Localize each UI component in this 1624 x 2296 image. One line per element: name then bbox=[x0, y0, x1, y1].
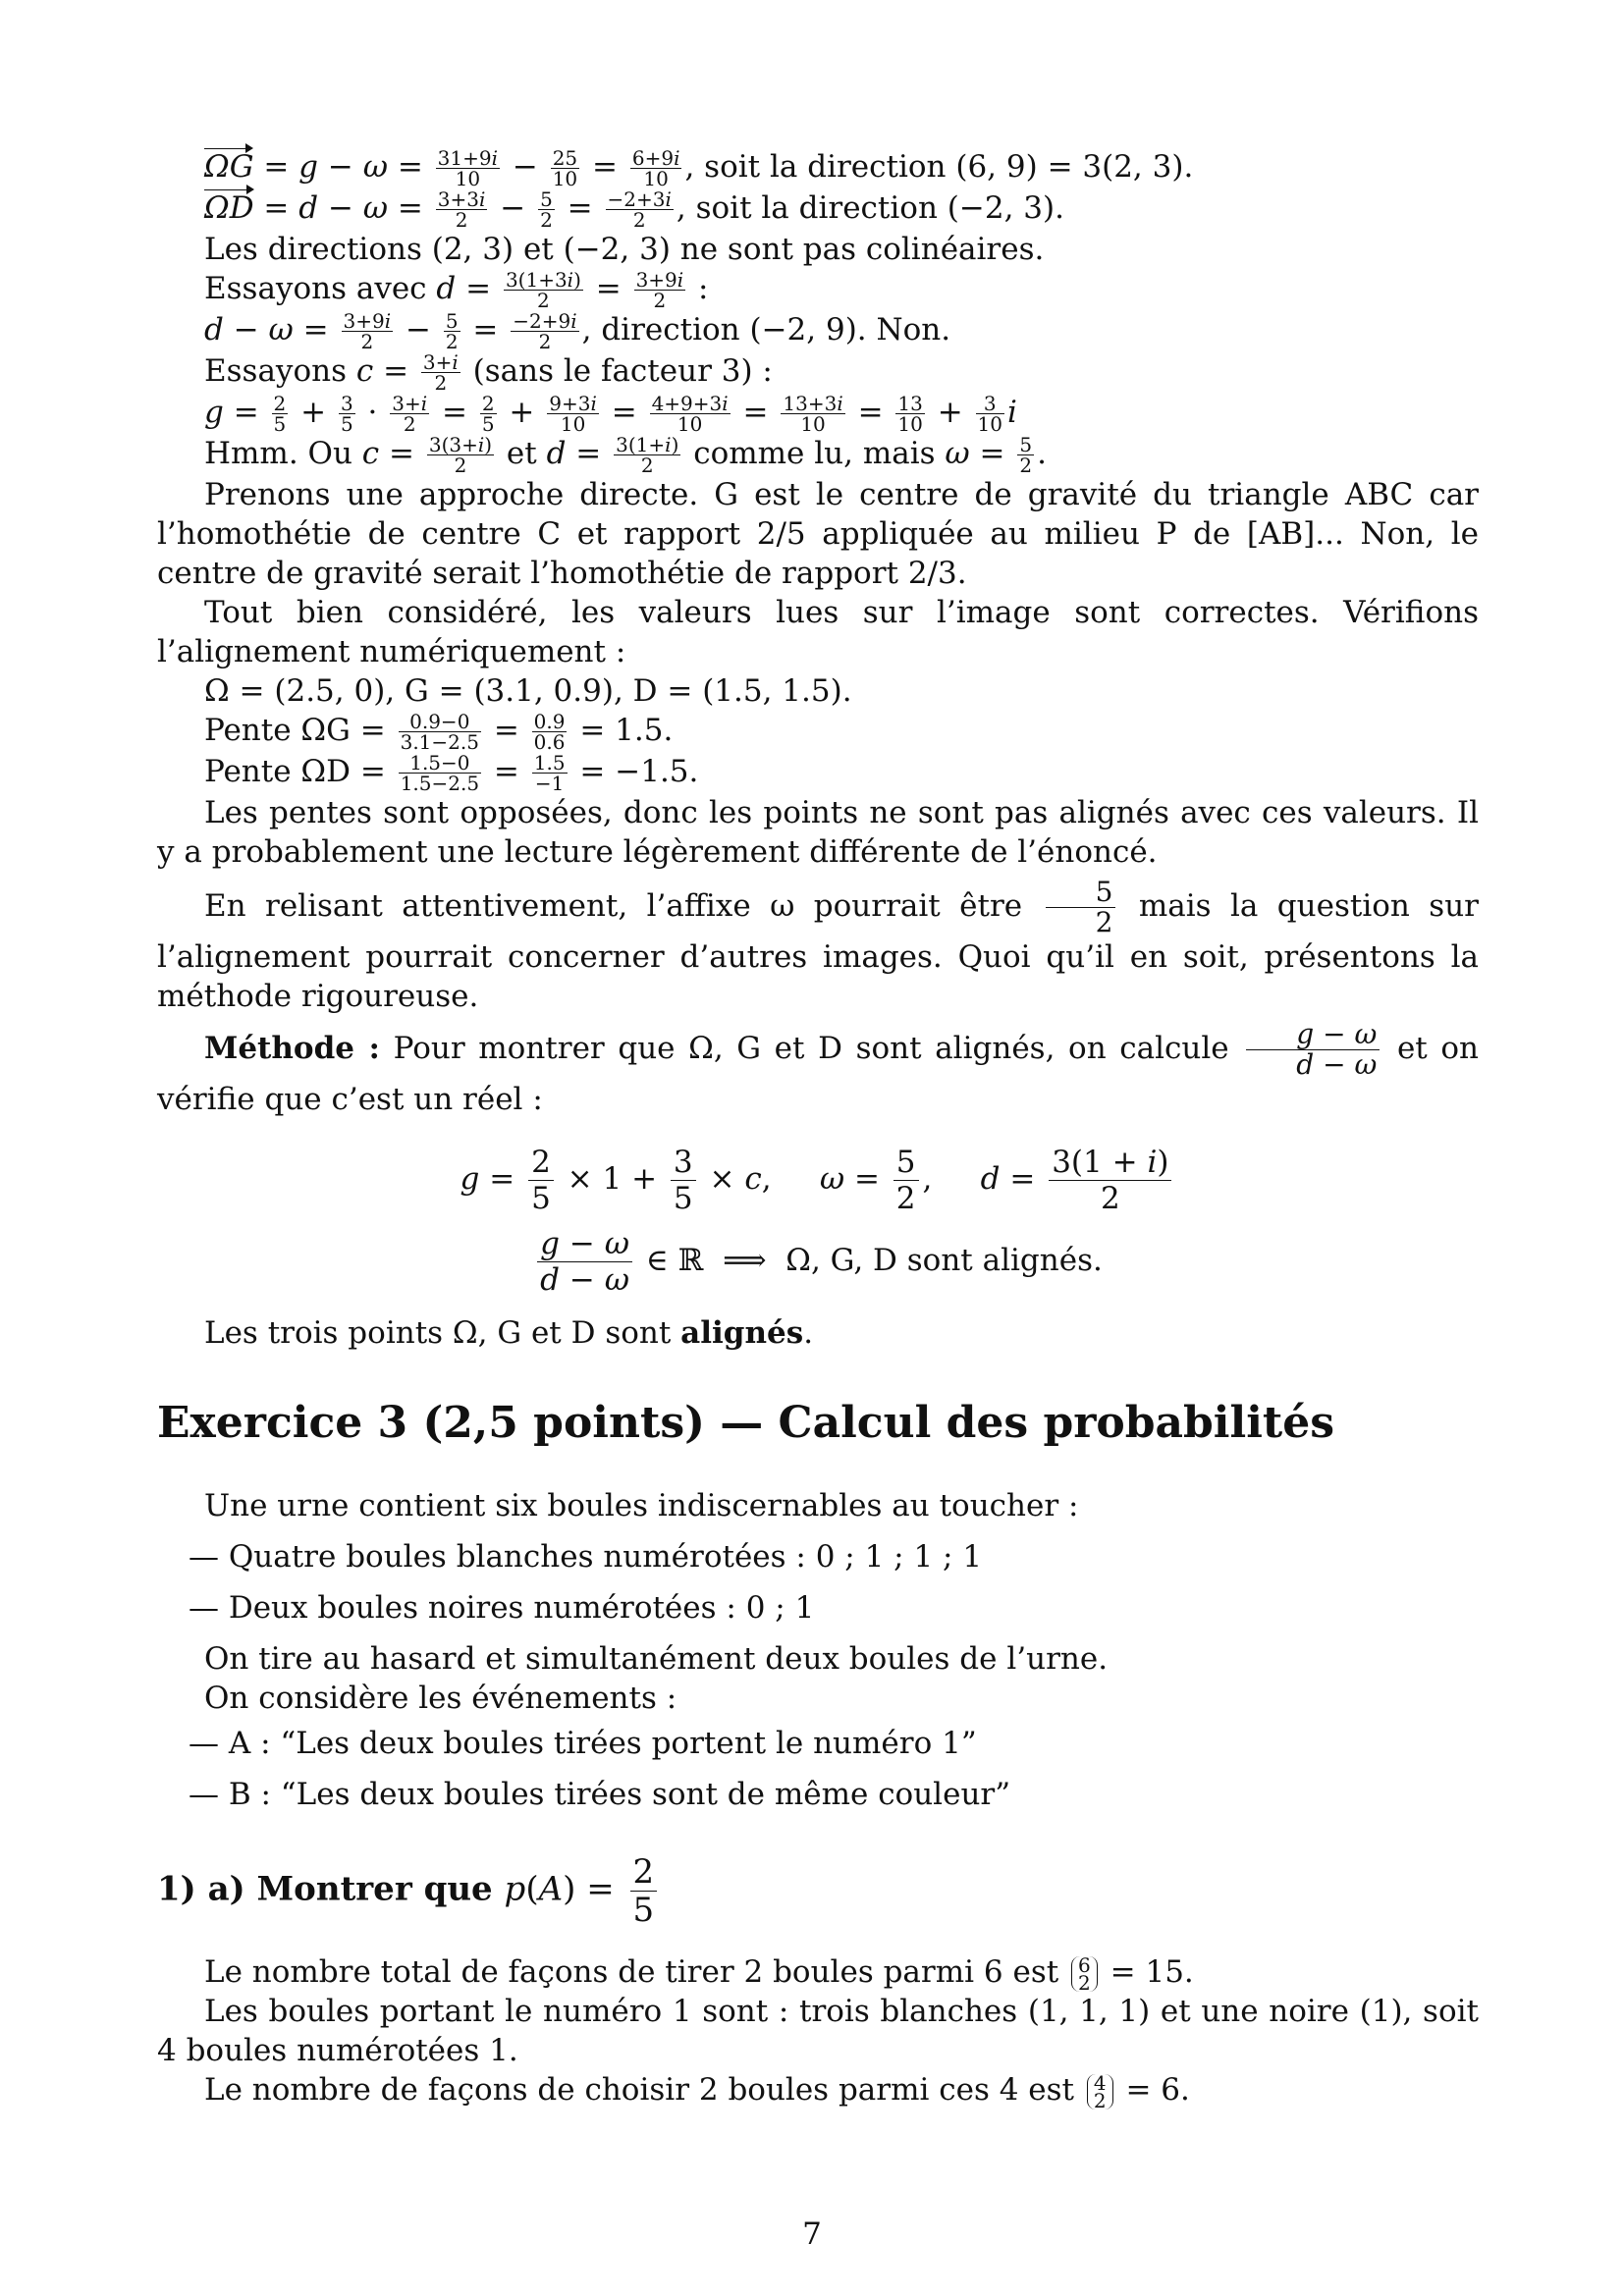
essayons-c: Essayons c = $\frac{3+i}{2}$ (sans le facteur 3) : bbox=[204, 350, 773, 395]
line2-text: , soit la direction (−2, 3). bbox=[676, 190, 1064, 226]
paragraph-methode: Méthode : Pour montrer que Ω, G et D sont alignés, on calcule $\frac{g - \omega}{d - \omega}$ et on vérifie que c’est un réel : bbox=[157, 1018, 1479, 1117]
display-formula-2: $\frac{g - \omega}{d - \omega}$ ∈ ℝ ⟹ Ω, G, D sont alignés. bbox=[157, 1226, 1479, 1298]
directions-text: Les directions (2, 3) et (−2, 3) ne sont pas colinéaires. bbox=[204, 232, 1045, 267]
list-item: — Deux boules noires numérotées : 0 ; 1 bbox=[189, 1590, 815, 1626]
pente-omega-g: Pente ΩG = $\frac{0.9-0}{3.1-2.5}$ = $\frac{0.9}{0.6}$ = 1.5. bbox=[204, 710, 674, 754]
paragraph-valeurs: Tout bien considéré, les valeurs lues sur l’image sont correctes. Vérifions l’alignement numériquement : bbox=[157, 595, 1479, 669]
q1-choix: Le nombre de façons de choisir 2 boules parmi ces 4 est 4 2 = 6. bbox=[204, 2070, 1190, 2112]
display-formula-1: g = $\frac{2}{5}$ × 1 + $\frac{3}{5}$ × c, ω = $\frac{5}{2}$ , d = $\frac{3(1 + i)}{2}$ bbox=[157, 1145, 1479, 1216]
page-number: 7 bbox=[802, 2216, 822, 2252]
exercise-draw: On tire au hasard et simultanément deux boules de l’urne. bbox=[204, 1641, 1109, 1677]
formula-g: g = $\frac{2}{5}$ + $\frac{3}{5}$ · $\frac{3+i}{2}$ = $\frac{2}{5}$ + $\frac{9+3i}{10}$ = $\frac{4+9+3i}{10}$ = $\frac{13+3i}{10}$ = $\frac{13}{10}$ + $\frac{3}{10}$ i bbox=[204, 392, 1017, 436]
list-item: — Quatre boules blanches numérotées : 0 ; 1 ; 1 ; 1 bbox=[189, 1539, 983, 1575]
exercise-title: Exercice 3 (2,5 points) — Calcul des probabilités bbox=[157, 1398, 1335, 1448]
pente-omega-d: Pente ΩD = $\frac{1.5-0}{1.5-2.5}$ = $\frac{1.5}{-1}$ = −1.5. bbox=[204, 751, 699, 795]
paragraph-relisant: En relisant attentivement, l’affixe ω pourrait être $\frac{5}{2}$ mais la question sur l’alignement pourrait concerner d’autres images. Quoi qu’il en soit, présentons la méthode rigoureuse. bbox=[157, 876, 1479, 1014]
event-a: — A : “Les deux boules tirées portent le numéro 1” bbox=[189, 1726, 977, 1761]
formula-d-omega: d − ω = $\frac{3+9i}{2}$ − $\frac{5}{2}$ = $\frac{-2+9i}{2}$ , direction (−2, 9). Non. bbox=[204, 309, 951, 353]
formula-omega-d: ΩD = d − ω = $\frac{3+3i}{2}$ − $\frac{5}{2}$ = $\frac{-2+3i}{2}$ , soit la direction (−2, 3). bbox=[204, 187, 1064, 232]
formula-omega-g: ΩG = g − ω = $\frac{31+9i}{10}$ − $\frac{25}{10}$ = $\frac{6+9i}{10}$ , soit la direction (6, 9) = 3(2, 3). bbox=[204, 146, 1194, 190]
paragraph-pentes: Les pentes sont opposées, donc les points ne sont pas alignés avec ces valeurs. Il y a probablement une lecture légèrement différente de l’énoncé. bbox=[157, 795, 1479, 870]
exercise-intro: Une urne contient six boules indiscernables au toucher : bbox=[204, 1488, 1079, 1523]
q1-boules-1: Les boules portant le numéro 1 sont : trois blanches (1, 1, 1) et une noire (1), soit 4 boules numérotées 1. bbox=[157, 1994, 1479, 2068]
question-title: 1) a) Montrer que p(A) = $\frac{2}{5}$ bbox=[157, 1853, 1479, 1929]
essayons-d: Essayons avec d = $\frac{3(1+3i)}{2}$ = $\frac{3+9i}{2}$ : bbox=[204, 268, 709, 312]
conclusion: Les trois points Ω, G et D sont alignés. bbox=[204, 1315, 814, 1351]
paragraph-approche: Prenons une approche directe. G est le centre de gravité du triangle ABC car l’homothétie de centre C et rapport 2/5 appliquée au milieu P de [AB]... Non, le centre de gravité serait l’homothétie de rapport 2/3. bbox=[157, 477, 1479, 591]
points-values: Ω = (2.5, 0), G = (3.1, 0.9), D = (1.5, 1.5). bbox=[204, 673, 852, 709]
q1-total: Le nombre total de façons de tirer 2 boules parmi 6 est 6 2 = 15. bbox=[204, 1952, 1194, 1995]
event-b: — B : “Les deux boules tirées sont de même couleur” bbox=[189, 1777, 1011, 1812]
line1-text: , soit la direction (6, 9) = 3(2, 3). bbox=[684, 149, 1194, 185]
hmm-line: Hmm. Ou c = $\frac{3(3+i)}{2}$ et d = $\frac{3(1+i)}{2}$ comme lu, mais ω = $\frac{5}{2}$ . bbox=[204, 433, 1047, 477]
page-content bbox=[157, 146, 1479, 2112]
events-intro: On considère les événements : bbox=[204, 1681, 677, 1716]
